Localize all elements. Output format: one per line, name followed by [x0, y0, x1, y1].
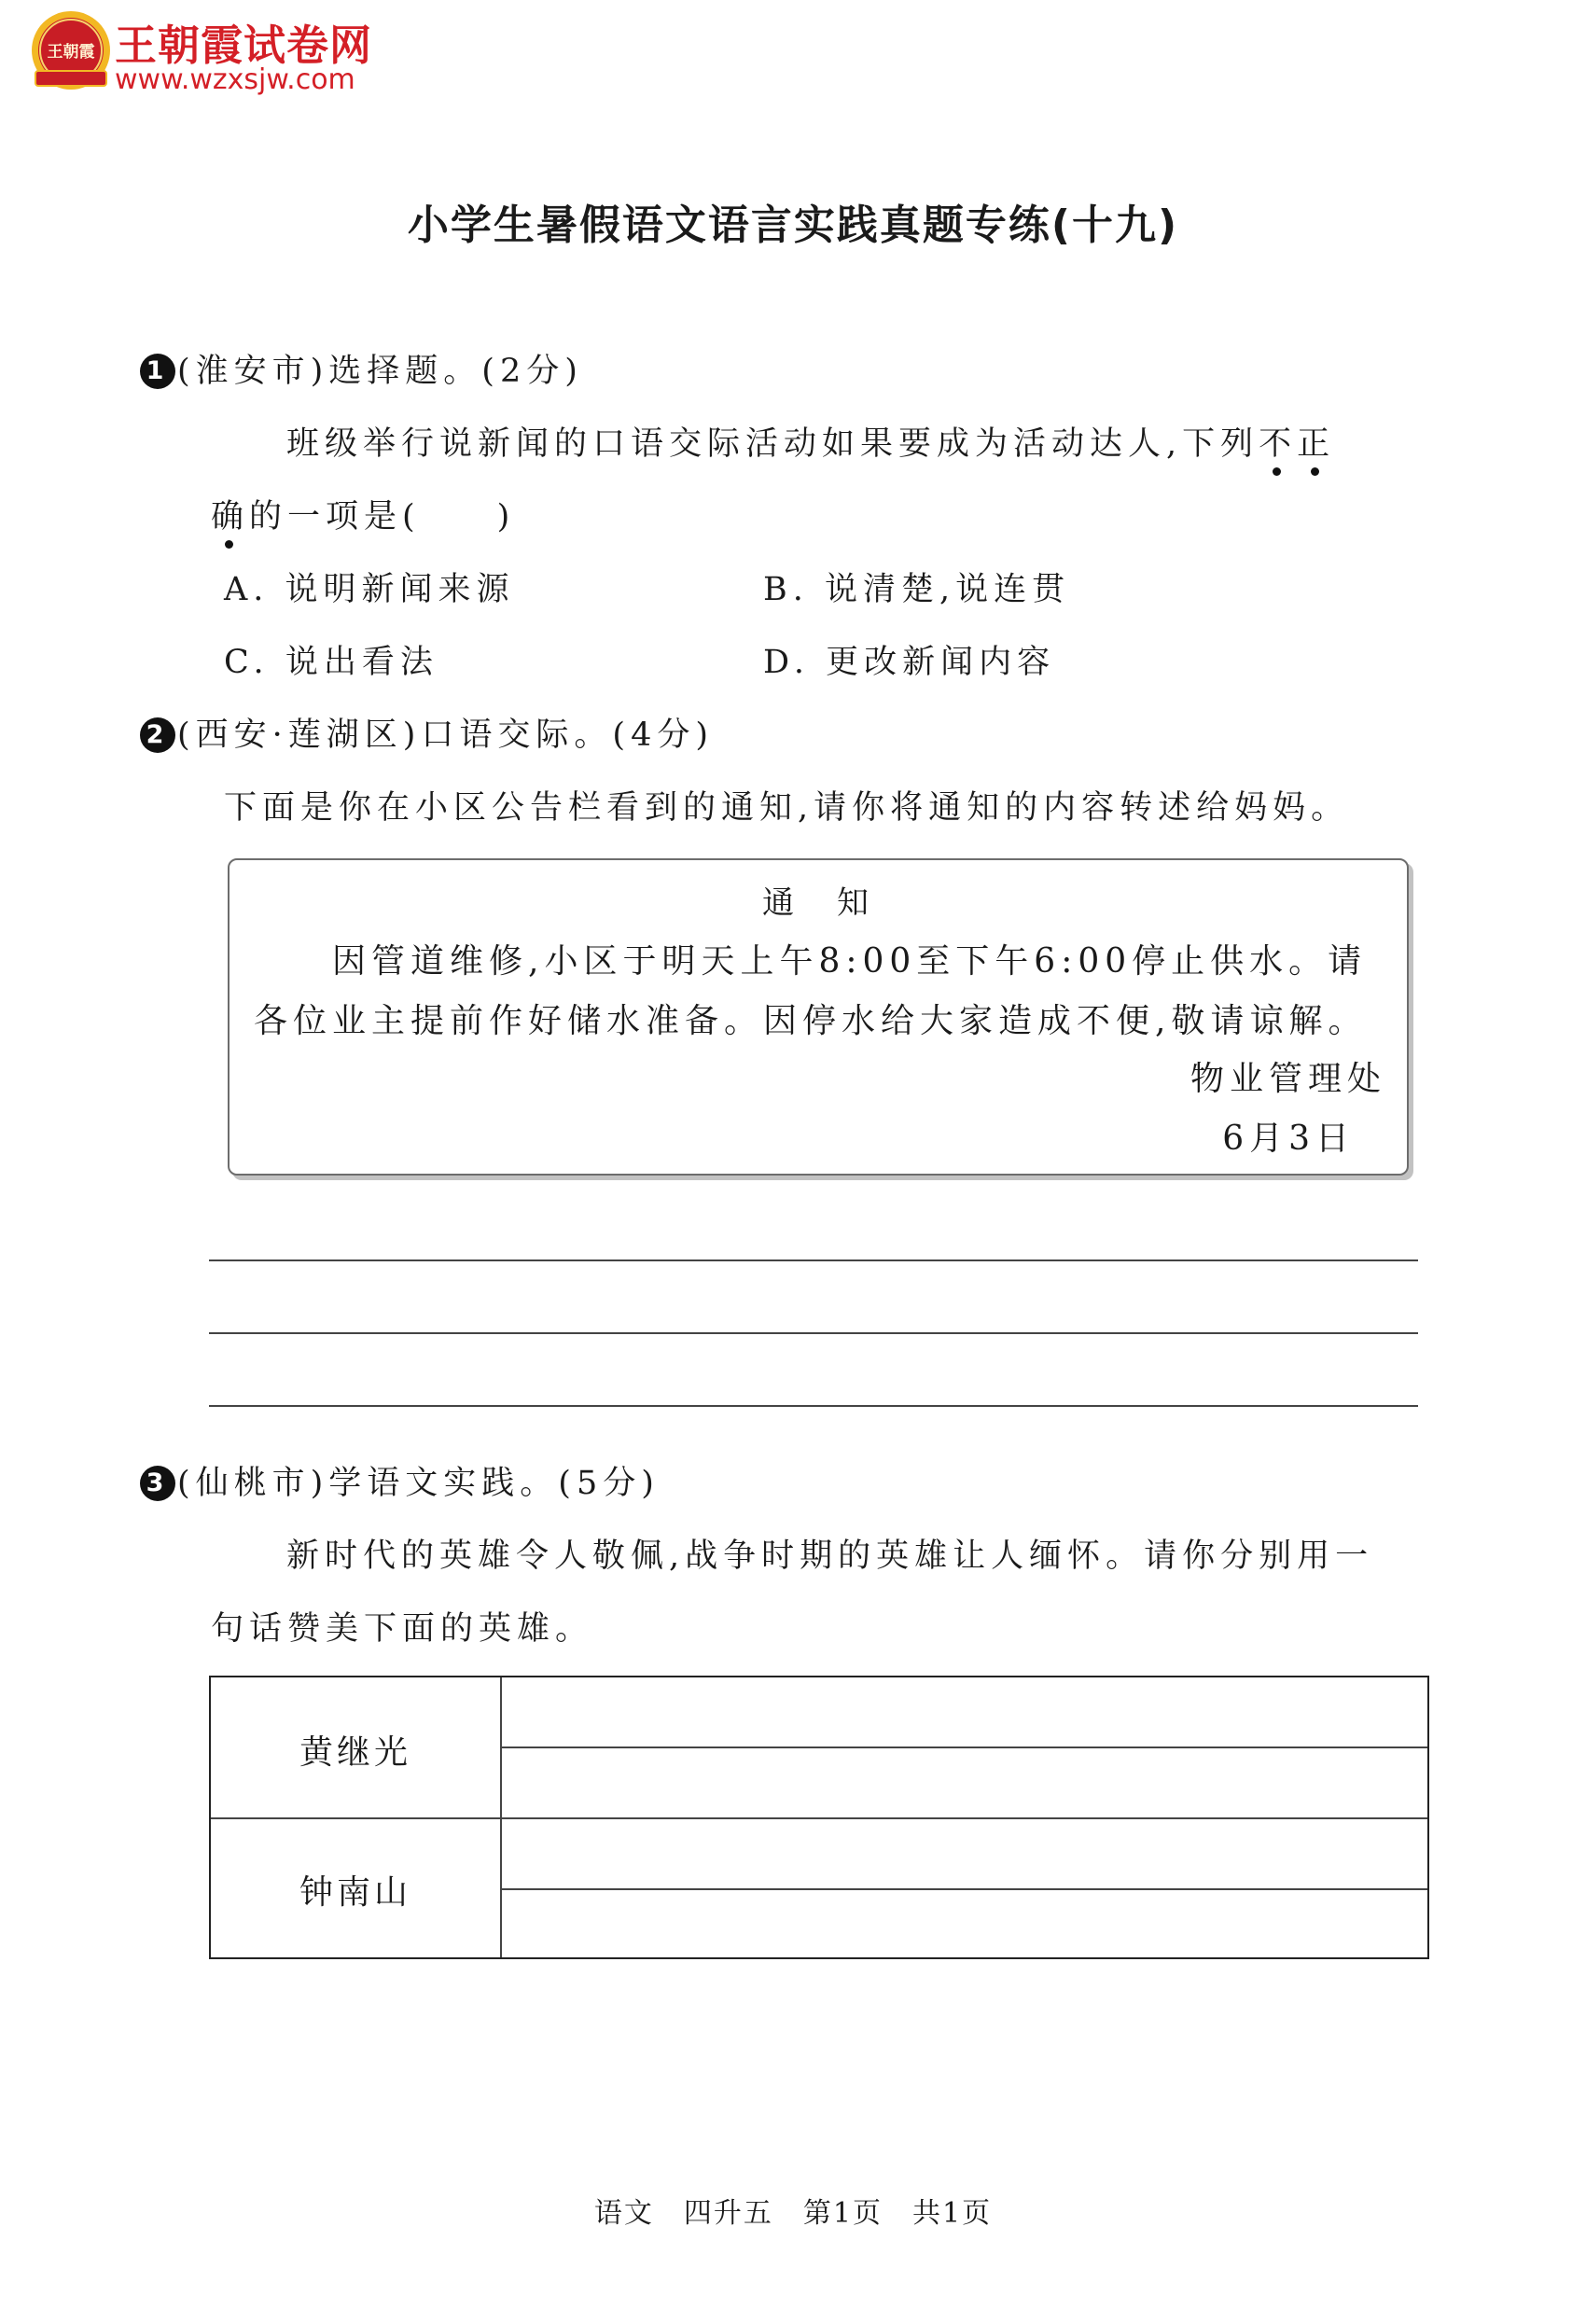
option-text: 说明新闻来源: [285, 571, 515, 608]
q1-emph-char: 不: [1259, 425, 1298, 463]
q1-stem-line2: [211, 491, 515, 537]
q2-answer-line-3[interactable]: [209, 1405, 1418, 1407]
hero-2-answer-field-1[interactable]: [502, 1819, 1427, 1888]
q2-answer-line-2[interactable]: [209, 1332, 1418, 1334]
option-text: 说出看法: [285, 644, 438, 681]
notice-line-2: 各位业主提前作好储水准备。因停水给大家造成不便,敬请谅解。: [254, 1002, 1368, 1040]
q1-option-d[interactable]: [763, 636, 1055, 683]
q1-stem-text-2: 的一项是( ): [249, 498, 516, 536]
q1-stem-line1: [286, 418, 1335, 465]
logo-name: 王朝霞试卷网: [115, 21, 373, 70]
q1-emph-char: 确: [211, 498, 250, 536]
q1-number-badge: 1: [140, 354, 175, 389]
q3-stem-line1: 新时代的英雄令人敬佩,战争时期的英雄让人缅怀。请你分别用一: [286, 1538, 1374, 1575]
q2-number-badge: 2: [140, 717, 175, 753]
notice-date: 6月3日: [1222, 1120, 1355, 1158]
q1-option-a[interactable]: [224, 564, 515, 610]
hero-name-2: 钟南山: [299, 1873, 411, 1912]
q2-answer-line-1[interactable]: [209, 1259, 1418, 1261]
q3-header-text: (仙桃市)学语文实践。(5分): [177, 1465, 660, 1502]
hero-1-answer-field-1[interactable]: [502, 1677, 1427, 1746]
site-logo: [28, 9, 401, 103]
notice-line-1: 因管道维修,小区于明天上午8:00至下午6:00停止供水。请: [332, 942, 1368, 981]
q2-header: [140, 709, 714, 756]
logo-url[interactable]: www.wzxsjw.com: [115, 63, 355, 96]
notice-title: 通 知: [762, 884, 874, 922]
q1-stem-text: 班级举行说新闻的口语交际活动如果要成为活动达人,下列: [286, 425, 1259, 463]
q3-header: [140, 1457, 660, 1504]
q3-number-badge: 3: [140, 1466, 175, 1501]
q1-emph-char: 正: [1297, 425, 1336, 463]
option-label: B.: [763, 571, 809, 608]
q2-instruction: 下面是你在小区公告栏看到的通知,请你将通知的内容转述给妈妈。: [224, 789, 1350, 827]
q3-stem-line2: 句话赞美下面的英雄。: [211, 1610, 594, 1648]
option-text: 说清楚,说连贯: [825, 571, 1071, 608]
page-footer: 语文 四升五 第1页 共1页: [593, 2197, 993, 2230]
notice-signer: 物业管理处: [1190, 1060, 1386, 1098]
hero-table: [209, 1676, 1429, 1959]
q1-option-b[interactable]: [763, 564, 1070, 610]
q1-option-c[interactable]: [224, 636, 438, 683]
option-label: D.: [763, 644, 810, 681]
page-title: 小学生暑假语文语言实践真题专练(十九): [407, 202, 1179, 249]
hero-name-1: 黄继光: [299, 1733, 411, 1772]
q1-header-text: (淮安市)选择题。(2分): [177, 353, 583, 390]
q1-header: [140, 345, 583, 392]
q2-header-text: (西安·莲湖区)口语交际。(4分): [177, 717, 715, 754]
option-label: C.: [224, 644, 270, 681]
option-text: 更改新闻内容: [826, 644, 1056, 681]
hero-1-answer-field-2[interactable]: [502, 1748, 1427, 1817]
option-label: A.: [224, 571, 270, 608]
logo-emblem-text: 王朝霞: [47, 43, 95, 62]
notice-box: [228, 858, 1409, 1176]
hero-2-answer-field-2[interactable]: [502, 1890, 1427, 1957]
logo-emblem-icon: [28, 9, 114, 95]
